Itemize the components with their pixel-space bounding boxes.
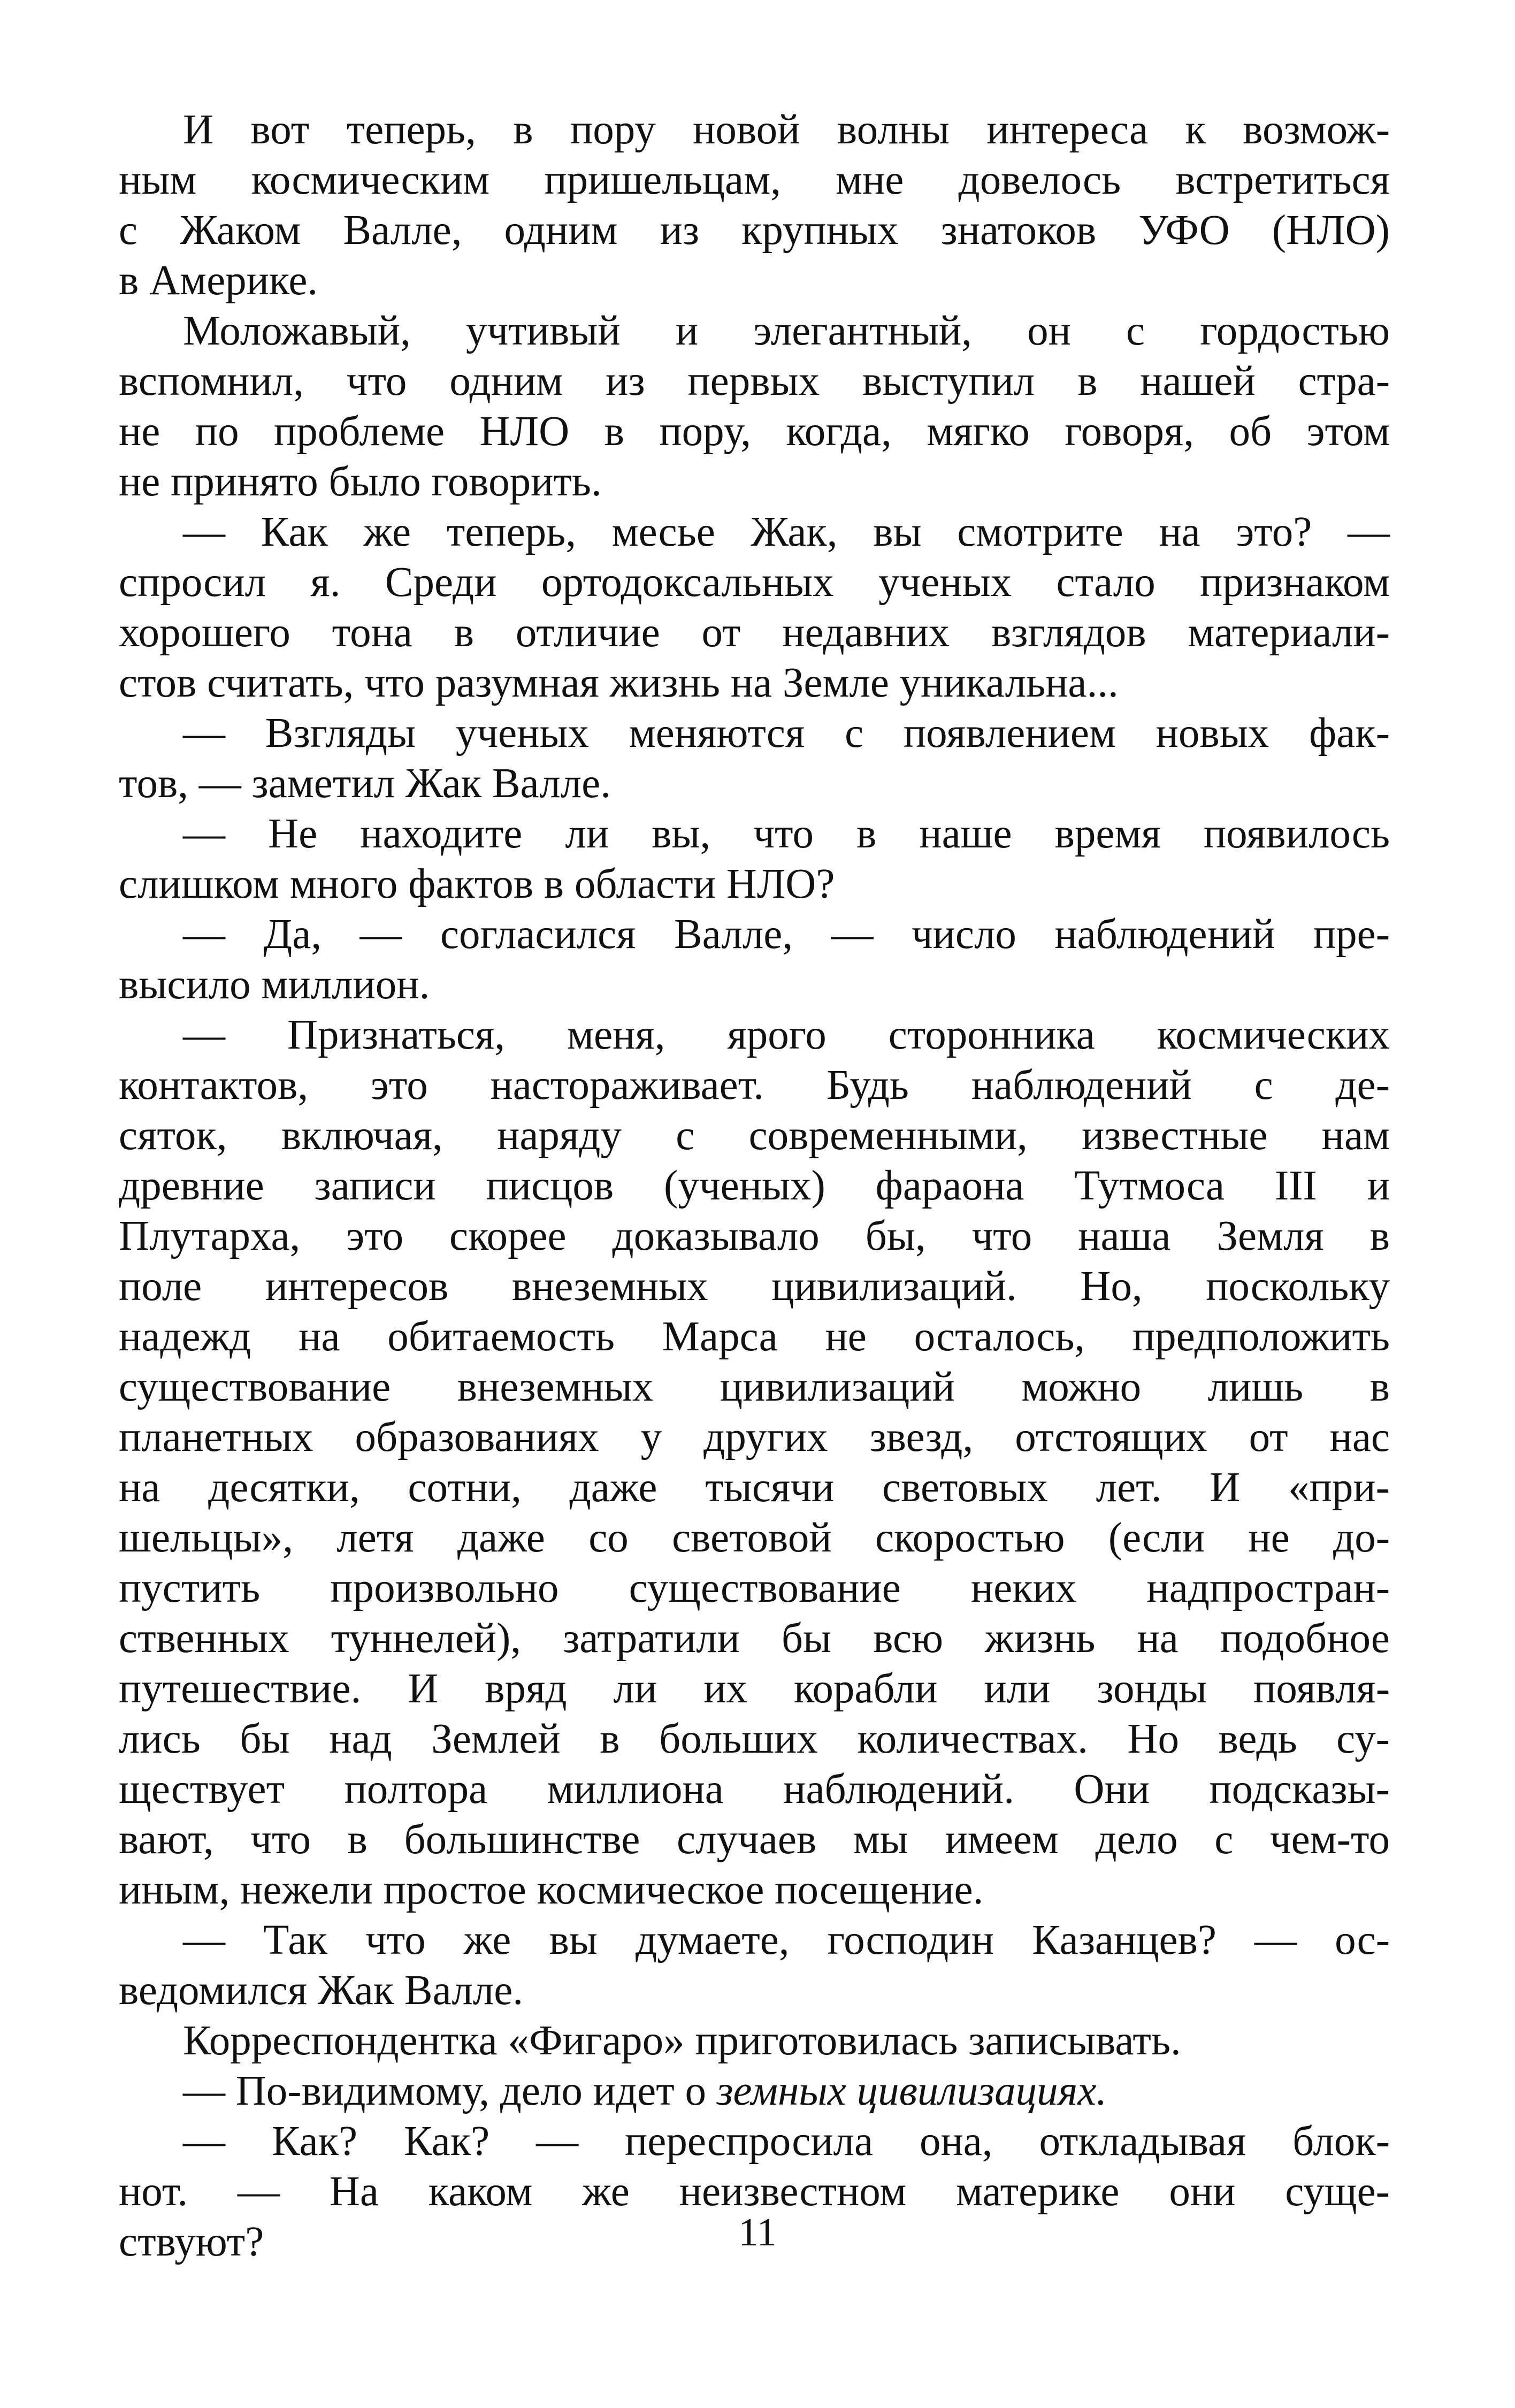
paragraph <box>119 507 1390 708</box>
text-line: хорошего тона в отличие от недавних взглядов материали- <box>119 609 1390 656</box>
text-run: — По-видимому, дело идет о <box>183 2068 717 2114</box>
paragraph <box>119 809 1390 909</box>
text-line: — Да, — согласился Валле, — число наблюдений пре- <box>183 911 1390 958</box>
text-line: Плутарха, это скорее доказывало бы, что наша Земля в <box>119 1213 1390 1259</box>
text-line: контактов, это настораживает. Будь наблюдений с де- <box>119 1062 1390 1109</box>
text-line: в Америке. <box>119 257 318 304</box>
text-line: нот. — На каком же неизвестном материке они суще- <box>119 2168 1390 2215</box>
paragraph <box>119 909 1390 1010</box>
body-text <box>119 105 1390 2267</box>
text-line: ществует полтора миллиона наблюдений. Они подсказы- <box>119 1766 1390 1813</box>
paragraph <box>119 105 1390 306</box>
text-line: — Не находите ли вы, что в наше время появилось <box>183 811 1390 857</box>
text-line: планетных образованиях у других звезд, отстоящих от нас <box>119 1414 1390 1461</box>
text-line: спросил я. Среди ортодоксальных ученых стало признаком <box>119 559 1390 606</box>
paragraph <box>119 2016 1390 2066</box>
page-number: 11 <box>738 2211 777 2254</box>
text-line: сяток, включая, наряду с современными, известные нам <box>119 1112 1390 1159</box>
text-line: вают, что в большинстве случаев мы имеем дело с чем-то <box>119 1816 1390 1863</box>
paragraph <box>119 2066 1390 2116</box>
text-line <box>119 2066 1390 2116</box>
text-line: шельцы», летя даже со световой скоростью (если не до- <box>119 1515 1390 1561</box>
text-line: ным космическим пришельцам, мне довелось встретиться <box>119 157 1390 203</box>
text-line: тов, — заметил Жак Валле. <box>119 760 611 807</box>
text-line: ственных туннелей), затратили бы всю жизнь на подобное <box>119 1615 1390 1662</box>
text-line: стов считать, что разумная жизнь на Земле уникальна... <box>119 660 1119 706</box>
text-line: надежд на обитаемость Марса не осталось, предположить <box>119 1313 1390 1360</box>
text-line: не по проблеме НЛО в пору, когда, мягко говоря, об этом <box>119 408 1390 455</box>
text-line: — Как? Как? — переспросила она, откладывая блок- <box>183 2118 1390 2165</box>
italic-text: земных цивилизациях. <box>716 2068 1107 2114</box>
text-line: — Так что же вы думаете, господин Казанцев? — ос- <box>183 1917 1390 1963</box>
text-line: древние записи писцов (ученых) фараона Тутмоса III и <box>119 1163 1390 1209</box>
text-line: Моложавый, учтивый и элегантный, он с гордостью <box>183 308 1390 354</box>
paragraph <box>119 708 1390 809</box>
text-line: высило миллион. <box>119 961 430 1008</box>
text-line: И вот теперь, в пору новой волны интереса к возмож- <box>183 106 1390 153</box>
paragraph <box>119 1915 1390 2016</box>
paragraph <box>119 1010 1390 1915</box>
text-line: — Как же теперь, месье Жак, вы смотрите на это? — <box>183 509 1390 555</box>
text-line: на десятки, сотни, даже тысячи световых лет. И «при- <box>119 1464 1390 1511</box>
text-line: ствуют? <box>119 2219 264 2265</box>
text-line: вспомнил, что одним из первых выступил в нашей стра- <box>119 358 1390 404</box>
text-line: не принято было говорить. <box>119 458 602 505</box>
paragraph <box>119 306 1390 507</box>
text-line: путешествие. И вряд ли их корабли или зонды появля- <box>119 1665 1390 1712</box>
text-line: — Взгляды ученых меняются с появлением новых фак- <box>183 710 1390 756</box>
text-line: поле интересов внеземных цивилизаций. Но, поскольку <box>119 1263 1390 1310</box>
text-line: существование внеземных цивилизаций можно лишь в <box>119 1364 1390 1410</box>
text-line: — Признаться, меня, ярого сторонника космических <box>183 1012 1390 1058</box>
text-line: лись бы над Землей в больших количествах. Но ведь су- <box>119 1716 1390 1762</box>
text-line: ведомился Жак Валле. <box>119 1967 524 2014</box>
text-line: пустить произвольно существование неких надпростран- <box>119 1565 1390 1611</box>
text-line: Корреспондентка «Фигаро» приготовилась записывать. <box>183 2017 1181 2064</box>
text-line: иным, нежели простое космическое посещение. <box>119 1867 984 1913</box>
text-line: с Жаком Валле, одним из крупных знатоков УФО (НЛО) <box>119 207 1390 254</box>
text-line: слишком много фактов в области НЛО? <box>119 861 835 907</box>
